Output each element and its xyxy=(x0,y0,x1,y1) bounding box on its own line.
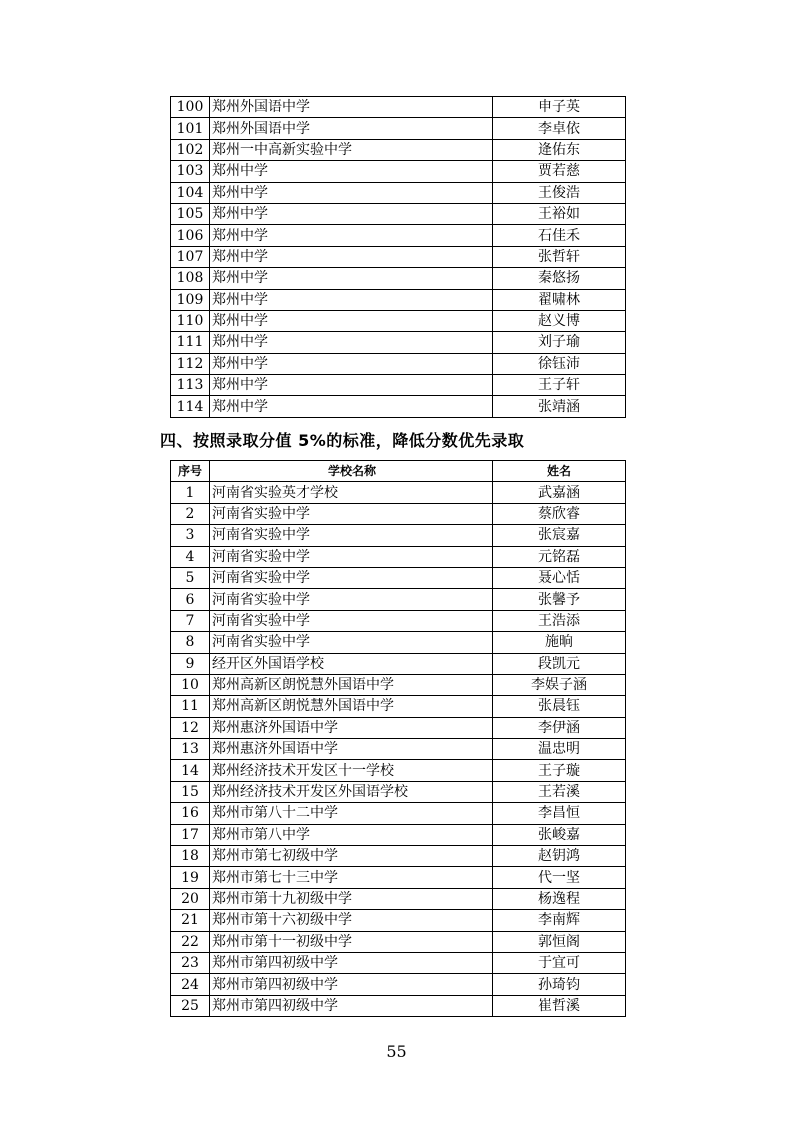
table-row xyxy=(171,674,626,695)
row-number: 112 xyxy=(171,353,210,374)
table-row xyxy=(171,396,626,417)
row-number: 25 xyxy=(171,995,210,1016)
row-number: 10 xyxy=(171,674,210,695)
table-body xyxy=(171,482,626,1017)
school-name: 郑州惠济外国语中学 xyxy=(210,717,493,738)
table-row xyxy=(171,225,626,246)
student-name: 孙琦钧 xyxy=(493,974,626,995)
table-body xyxy=(171,97,626,418)
student-name: 徐钰沛 xyxy=(493,353,626,374)
table-row xyxy=(171,781,626,802)
student-name: 李南辉 xyxy=(493,910,626,931)
school-name: 郑州经济技术开发区十一学校 xyxy=(210,760,493,781)
table-row xyxy=(171,353,626,374)
table-row xyxy=(171,161,626,182)
school-name: 郑州中学 xyxy=(210,161,493,182)
table-row xyxy=(171,139,626,160)
student-name: 张靖涵 xyxy=(493,396,626,417)
row-number: 19 xyxy=(171,867,210,888)
row-number: 5 xyxy=(171,567,210,588)
table-row xyxy=(171,332,626,353)
header-school: 学校名称 xyxy=(210,461,493,482)
row-number: 16 xyxy=(171,803,210,824)
student-name: 王子璇 xyxy=(493,760,626,781)
table-row xyxy=(171,310,626,331)
row-number: 100 xyxy=(171,97,210,118)
school-name: 郑州中学 xyxy=(210,375,493,396)
school-name: 郑州市第十六初级中学 xyxy=(210,910,493,931)
row-number: 2 xyxy=(171,503,210,524)
header-no: 序号 xyxy=(171,461,210,482)
row-number: 104 xyxy=(171,182,210,203)
row-number: 18 xyxy=(171,846,210,867)
student-name: 代一坚 xyxy=(493,867,626,888)
school-name: 郑州惠济外国语中学 xyxy=(210,739,493,760)
row-number: 24 xyxy=(171,974,210,995)
school-name: 经开区外国语学校 xyxy=(210,653,493,674)
school-name: 郑州市第十九初级中学 xyxy=(210,888,493,909)
row-number: 109 xyxy=(171,289,210,310)
student-name: 翟啸林 xyxy=(493,289,626,310)
table-row xyxy=(171,888,626,909)
table-row xyxy=(171,546,626,567)
student-name: 王裕如 xyxy=(493,203,626,224)
table-row xyxy=(171,375,626,396)
student-name: 王若溪 xyxy=(493,781,626,802)
table-row xyxy=(171,203,626,224)
table-row xyxy=(171,503,626,524)
table-row xyxy=(171,118,626,139)
school-name: 郑州市第四初级中学 xyxy=(210,995,493,1016)
row-number: 3 xyxy=(171,525,210,546)
table-row xyxy=(171,246,626,267)
school-name: 郑州中学 xyxy=(210,225,493,246)
school-name: 郑州市第八中学 xyxy=(210,824,493,845)
row-number: 105 xyxy=(171,203,210,224)
table-row xyxy=(171,717,626,738)
table-row xyxy=(171,696,626,717)
row-number: 14 xyxy=(171,760,210,781)
student-name: 崔哲溪 xyxy=(493,995,626,1016)
table-row xyxy=(171,182,626,203)
school-name: 河南省实验中学 xyxy=(210,589,493,610)
student-name: 刘子瑜 xyxy=(493,332,626,353)
row-number: 102 xyxy=(171,139,210,160)
student-name: 温忠明 xyxy=(493,739,626,760)
school-name: 郑州中学 xyxy=(210,182,493,203)
table-row xyxy=(171,567,626,588)
school-name: 河南省实验中学 xyxy=(210,610,493,631)
table-row xyxy=(171,482,626,503)
row-number: 113 xyxy=(171,375,210,396)
student-name: 聂心恬 xyxy=(493,567,626,588)
table-row xyxy=(171,995,626,1016)
table-row xyxy=(171,653,626,674)
student-name: 王浩添 xyxy=(493,610,626,631)
row-number: 4 xyxy=(171,546,210,567)
table-row xyxy=(171,289,626,310)
student-name: 李娱子涵 xyxy=(493,674,626,695)
school-name: 郑州市第十一初级中学 xyxy=(210,931,493,952)
row-number: 7 xyxy=(171,610,210,631)
admission-table-continued xyxy=(170,96,626,418)
row-number: 11 xyxy=(171,696,210,717)
school-name: 郑州中学 xyxy=(210,396,493,417)
table-row xyxy=(171,803,626,824)
school-name: 郑州高新区朗悦慧外国语中学 xyxy=(210,696,493,717)
school-name: 郑州外国语中学 xyxy=(210,118,493,139)
school-name: 郑州中学 xyxy=(210,310,493,331)
student-name: 李伊涵 xyxy=(493,717,626,738)
header-row xyxy=(171,461,626,482)
row-number: 6 xyxy=(171,589,210,610)
row-number: 13 xyxy=(171,739,210,760)
student-name: 张峻嘉 xyxy=(493,824,626,845)
student-name: 杨逸程 xyxy=(493,888,626,909)
table-row xyxy=(171,974,626,995)
table-row xyxy=(171,760,626,781)
table-row xyxy=(171,931,626,952)
school-name: 郑州经济技术开发区外国语学校 xyxy=(210,781,493,802)
row-number: 21 xyxy=(171,910,210,931)
row-number: 106 xyxy=(171,225,210,246)
table-row xyxy=(171,910,626,931)
table-row xyxy=(171,739,626,760)
student-name: 秦悠扬 xyxy=(493,268,626,289)
table-row xyxy=(171,97,626,118)
row-number: 23 xyxy=(171,952,210,973)
student-name: 施晌 xyxy=(493,632,626,653)
school-name: 河南省实验中学 xyxy=(210,525,493,546)
school-name: 河南省实验英才学校 xyxy=(210,482,493,503)
school-name: 郑州市第七十三中学 xyxy=(210,867,493,888)
row-number: 1 xyxy=(171,482,210,503)
school-name: 郑州市第四初级中学 xyxy=(210,974,493,995)
student-name: 逄佑东 xyxy=(493,139,626,160)
school-name: 河南省实验中学 xyxy=(210,567,493,588)
row-number: 107 xyxy=(171,246,210,267)
school-name: 郑州中学 xyxy=(210,203,493,224)
school-name: 河南省实验中学 xyxy=(210,546,493,567)
row-number: 17 xyxy=(171,824,210,845)
student-name: 王俊浩 xyxy=(493,182,626,203)
row-number: 101 xyxy=(171,118,210,139)
page-number: 55 xyxy=(386,1042,407,1061)
student-name: 张哲轩 xyxy=(493,246,626,267)
row-number: 108 xyxy=(171,268,210,289)
school-name: 郑州中学 xyxy=(210,268,493,289)
table-row xyxy=(171,589,626,610)
student-name: 于宜可 xyxy=(493,952,626,973)
table-header xyxy=(171,461,626,482)
student-name: 李卓依 xyxy=(493,118,626,139)
row-number: 8 xyxy=(171,632,210,653)
school-name: 郑州高新区朗悦慧外国语中学 xyxy=(210,674,493,695)
school-name: 河南省实验中学 xyxy=(210,632,493,653)
table-row xyxy=(171,632,626,653)
row-number: 9 xyxy=(171,653,210,674)
table-row xyxy=(171,867,626,888)
table-row xyxy=(171,525,626,546)
student-name: 李昌恒 xyxy=(493,803,626,824)
table-row xyxy=(171,952,626,973)
table-row xyxy=(171,824,626,845)
school-name: 郑州市第七初级中学 xyxy=(210,846,493,867)
school-name: 河南省实验中学 xyxy=(210,503,493,524)
school-name: 郑州一中高新实验中学 xyxy=(210,139,493,160)
student-name: 武嘉涵 xyxy=(493,482,626,503)
row-number: 12 xyxy=(171,717,210,738)
row-number: 103 xyxy=(171,161,210,182)
row-number: 111 xyxy=(171,332,210,353)
school-name: 郑州中学 xyxy=(210,332,493,353)
row-number: 20 xyxy=(171,888,210,909)
student-name: 蔡欣睿 xyxy=(493,503,626,524)
admission-table-5-percent xyxy=(170,460,626,1017)
student-name: 王子轩 xyxy=(493,375,626,396)
section-heading: 四、按照录取分值 5%的标准，降低分数优先录取 xyxy=(160,431,525,450)
student-name: 元铭磊 xyxy=(493,546,626,567)
school-name: 郑州中学 xyxy=(210,289,493,310)
row-number: 15 xyxy=(171,781,210,802)
row-number: 110 xyxy=(171,310,210,331)
student-name: 赵钥鸿 xyxy=(493,846,626,867)
student-name: 张馨予 xyxy=(493,589,626,610)
school-name: 郑州市第四初级中学 xyxy=(210,952,493,973)
student-name: 段凯元 xyxy=(493,653,626,674)
row-number: 114 xyxy=(171,396,210,417)
student-name: 张宸嘉 xyxy=(493,525,626,546)
row-number: 22 xyxy=(171,931,210,952)
student-name: 张晨钰 xyxy=(493,696,626,717)
student-name: 赵义博 xyxy=(493,310,626,331)
table-row xyxy=(171,610,626,631)
school-name: 郑州中学 xyxy=(210,246,493,267)
student-name: 贾若慈 xyxy=(493,161,626,182)
student-name: 石佳禾 xyxy=(493,225,626,246)
school-name: 郑州市第八十二中学 xyxy=(210,803,493,824)
table-row xyxy=(171,268,626,289)
student-name: 申子英 xyxy=(493,97,626,118)
school-name: 郑州中学 xyxy=(210,353,493,374)
school-name: 郑州外国语中学 xyxy=(210,97,493,118)
table-row xyxy=(171,846,626,867)
student-name: 郭恒阁 xyxy=(493,931,626,952)
header-name: 姓名 xyxy=(493,461,626,482)
